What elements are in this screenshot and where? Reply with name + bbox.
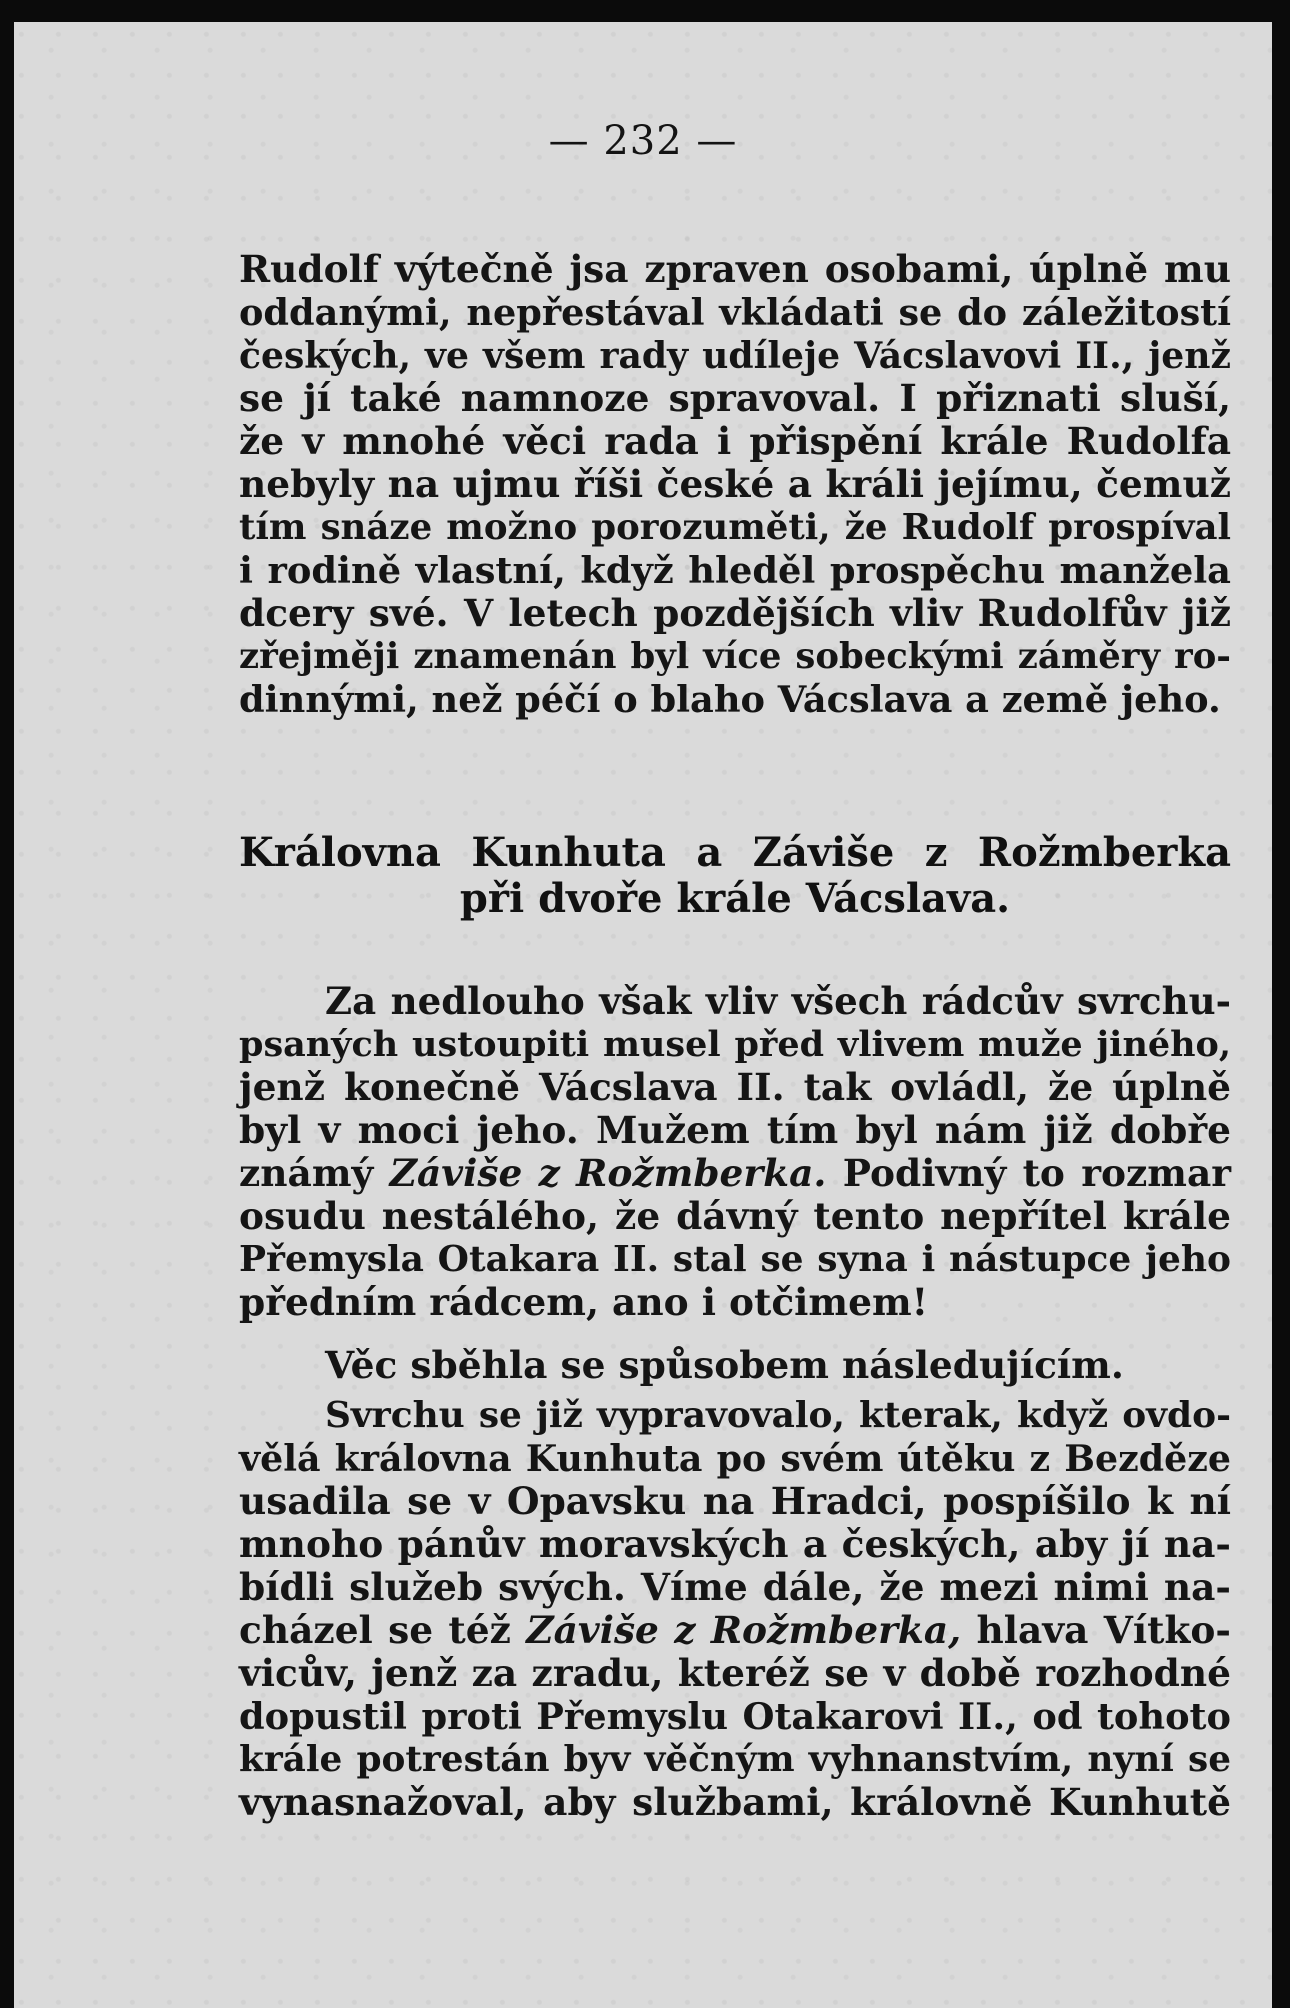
text-line: dopustil proti Přemyslu Otakarovi II., od tohoto <box>239 1695 1231 1738</box>
text-run: cházel se též <box>239 1608 527 1652</box>
text-line: vicův, jenž za zradu, kteréž se v době rozhodné <box>239 1651 1231 1695</box>
paragraph-2 <box>239 980 1231 1324</box>
paragraph-1 <box>239 248 1231 721</box>
text-line <box>239 1609 1231 1652</box>
page-number: — 232 — <box>548 118 738 164</box>
text-line: jenž konečně Vácslava II. tak ovládl, že úplně <box>239 1065 1231 1109</box>
italic-name: Záviše z Rožmberka, <box>526 1608 962 1652</box>
text-line: českých, ve všem rady udíleje Vácslavovi II., jenž <box>239 334 1231 377</box>
text-line: zřejměji znamenán byl více sobeckými záměry ro- <box>239 636 1231 677</box>
text-line: tím snáze možno porozuměti, že Rudolf prospíval <box>239 507 1231 548</box>
text-run: hlava Vítko- <box>961 1608 1231 1652</box>
text-line <box>239 1152 1231 1195</box>
section-heading <box>239 830 1231 922</box>
text-line: Věc sběhla se spůsobem následujícím. <box>325 1343 1124 1387</box>
text-line: vělá královna Kunhuta po svém útěku z Bezděze <box>239 1437 1231 1480</box>
text-line: oddanými, nepřestával vkládati se do záležitostí <box>239 291 1231 334</box>
text-run: Podivný to rozmar <box>826 1151 1231 1195</box>
paragraph-3 <box>239 1344 1231 1387</box>
book-page <box>14 22 1272 2008</box>
heading-line-1: Královna Kunhuta a Záviše z Rožmberka <box>239 829 1231 876</box>
text-line: se jí také namnoze spravoval. I přiznati sluší, <box>239 376 1231 420</box>
text-line: osudu nestálého, že dávný tento nepřítel krále <box>239 1194 1231 1238</box>
text-line: i rodině vlastní, když hleděl prospěchu manžela <box>239 548 1231 592</box>
text-line: že v mnohé věci rada i přispění krále Rudolfa <box>239 419 1231 463</box>
italic-name: Záviše z Rožmberka. <box>389 1151 827 1195</box>
text-line: nebyly na ujmu říši české a králi jejímu, čemuž <box>239 462 1231 506</box>
heading-line-2: při dvoře krále Vácslava. <box>459 875 1011 922</box>
text-line: byl v moci jeho. Mužem tím byl nám již dobře <box>239 1108 1231 1152</box>
text-line: Přemysla Otakara II. stal se syna i nástupce jeho <box>239 1238 1231 1280</box>
text-line: mnoho pánův moravských a českých, aby jí na- <box>239 1522 1231 1566</box>
text-line: psaných ustoupiti musel před vlivem muže jiného, <box>239 1024 1231 1065</box>
text-line: Rudolf výtečně jsa zpraven osobami, úplně mu <box>239 247 1231 291</box>
text-line: usadila se v Opavsku na Hradci, pospíšilo k ní <box>239 1479 1231 1523</box>
text-line: bídli služeb svých. Víme dále, že mezi nimi na- <box>239 1565 1231 1609</box>
text-line: krále potrestán byv věčným vyhnanstvím, nyní se <box>239 1738 1231 1780</box>
text-run: známý <box>239 1151 390 1195</box>
text-line: předním rádcem, ano i otčimem! <box>239 1280 929 1324</box>
paragraph-4 <box>239 1394 1231 1824</box>
text-line: Za nedlouho však vliv všech rádcův svrchu- <box>325 979 1231 1023</box>
text-line: dinnými, než péčí o blaho Vácslava a země jeho. <box>239 678 1221 721</box>
text-line: vynasnažoval, aby službami, královně Kunhutě <box>239 1780 1231 1824</box>
text-line: dcery své. V letech pozdějších vliv Rudolfův již <box>239 591 1231 635</box>
text-line: Svrchu se již vypravovalo, kterak, když ovdo- <box>325 1394 1231 1436</box>
